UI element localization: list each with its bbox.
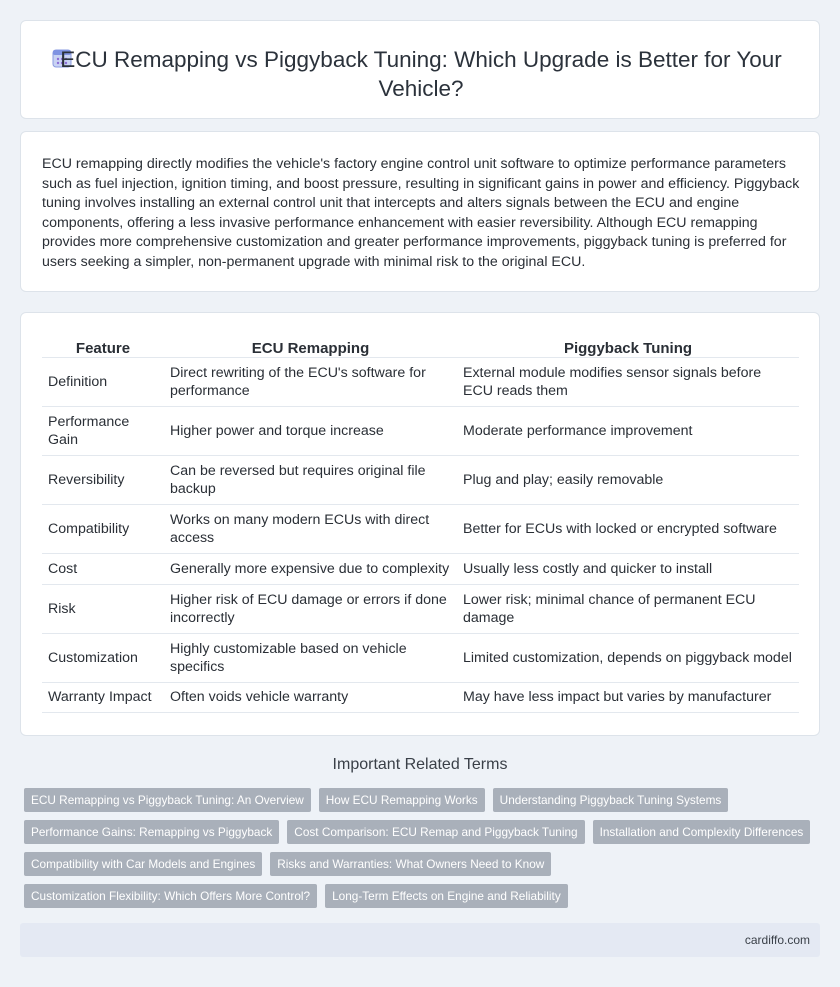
footer-site-link[interactable]: cardiffo.com bbox=[744, 933, 810, 947]
ecu-cell: Generally more expensive due to complexity bbox=[164, 553, 457, 584]
piggyback-cell: Usually less costly and quicker to install bbox=[457, 553, 799, 584]
ecu-cell: Higher power and torque increase bbox=[164, 406, 457, 455]
related-term-link[interactable]: Risks and Warranties: What Owners Need to Know bbox=[270, 852, 551, 876]
piggyback-cell: Better for ECUs with locked or encrypted software bbox=[457, 504, 799, 553]
piggyback-cell: Plug and play; easily removable bbox=[457, 455, 799, 504]
related-term-link[interactable]: How ECU Remapping Works bbox=[319, 788, 485, 812]
page-title: ECU Remapping vs Piggyback Tuning: Which Upgrade is Better for Your Vehicle? bbox=[60, 47, 782, 101]
piggyback-cell: May have less impact but varies by manufacturer bbox=[457, 682, 799, 712]
related-term-link[interactable]: ECU Remapping vs Piggyback Tuning: An Overview bbox=[24, 788, 311, 812]
title-card bbox=[20, 20, 820, 119]
related-term-link[interactable]: Understanding Piggyback Tuning Systems bbox=[493, 788, 729, 812]
related-terms-tags bbox=[24, 788, 824, 908]
ecu-cell: Often voids vehicle warranty bbox=[164, 682, 457, 712]
intro-card bbox=[20, 131, 820, 292]
table-row bbox=[42, 584, 799, 633]
header-ecu-remapping: ECU Remapping bbox=[164, 335, 457, 357]
ecu-cell: Highly customizable based on vehicle specifics bbox=[164, 633, 457, 682]
footer-bar bbox=[20, 923, 820, 957]
comparison-table bbox=[42, 335, 799, 713]
table-row bbox=[42, 633, 799, 682]
header-piggyback-tuning: Piggyback Tuning bbox=[457, 335, 799, 357]
piggyback-cell: Lower risk; minimal chance of permanent ECU damage bbox=[457, 584, 799, 633]
feature-cell: Definition bbox=[42, 357, 164, 406]
intro-paragraph: ECU remapping directly modifies the vehicle's factory engine control unit software to optimize performance parameters such as fuel injection, ignition timing, and boost pressure, resulting in significant gains in power and efficiency. Piggyback tuning involves installing an external control unit that intercepts and alters signals between the ECU and engine components, offering a less invasive performance enhancement with easier reversibility. Although ECU remapping provides more comprehensive customization and greater performance improvements, piggyback tuning is preferred for users seeking a simpler, non-permanent upgrade with minimal risk to the original ECU. bbox=[42, 156, 800, 270]
feature-cell: Cost bbox=[42, 553, 164, 584]
piggyback-cell: Moderate performance improvement bbox=[457, 406, 799, 455]
feature-cell: Warranty Impact bbox=[42, 682, 164, 712]
related-term-link[interactable]: Installation and Complexity Differences bbox=[593, 820, 811, 844]
ecu-cell: Direct rewriting of the ECU's software for performance bbox=[164, 357, 457, 406]
comparison-table-card bbox=[20, 312, 820, 736]
table-row bbox=[42, 504, 799, 553]
table-header-row bbox=[42, 335, 799, 357]
feature-cell: Performance Gain bbox=[42, 406, 164, 455]
ecu-cell: Higher risk of ECU damage or errors if done incorrectly bbox=[164, 584, 457, 633]
table-row bbox=[42, 406, 799, 455]
related-terms-heading: Important Related Terms bbox=[332, 756, 508, 773]
feature-cell: Customization bbox=[42, 633, 164, 682]
related-term-link[interactable]: Long-Term Effects on Engine and Reliability bbox=[325, 884, 568, 908]
header-feature: Feature bbox=[42, 335, 164, 357]
feature-cell: Compatibility bbox=[42, 504, 164, 553]
feature-cell: Reversibility bbox=[42, 455, 164, 504]
related-term-link[interactable]: Compatibility with Car Models and Engines bbox=[24, 852, 262, 876]
piggyback-cell: Limited customization, depends on piggyback model bbox=[457, 633, 799, 682]
table-row bbox=[42, 682, 799, 712]
related-term-link[interactable]: Performance Gains: Remapping vs Piggyback bbox=[24, 820, 279, 844]
table-row bbox=[42, 553, 799, 584]
ecu-cell: Works on many modern ECUs with direct access bbox=[164, 504, 457, 553]
table-row bbox=[42, 455, 799, 504]
ecu-cell: Can be reversed but requires original file backup bbox=[164, 455, 457, 504]
feature-cell: Risk bbox=[42, 584, 164, 633]
piggyback-cell: External module modifies sensor signals before ECU reads them bbox=[457, 357, 799, 406]
related-term-link[interactable]: Cost Comparison: ECU Remap and Piggyback Tuning bbox=[287, 820, 584, 844]
table-row bbox=[42, 357, 799, 406]
related-term-link[interactable]: Customization Flexibility: Which Offers More Control? bbox=[24, 884, 317, 908]
